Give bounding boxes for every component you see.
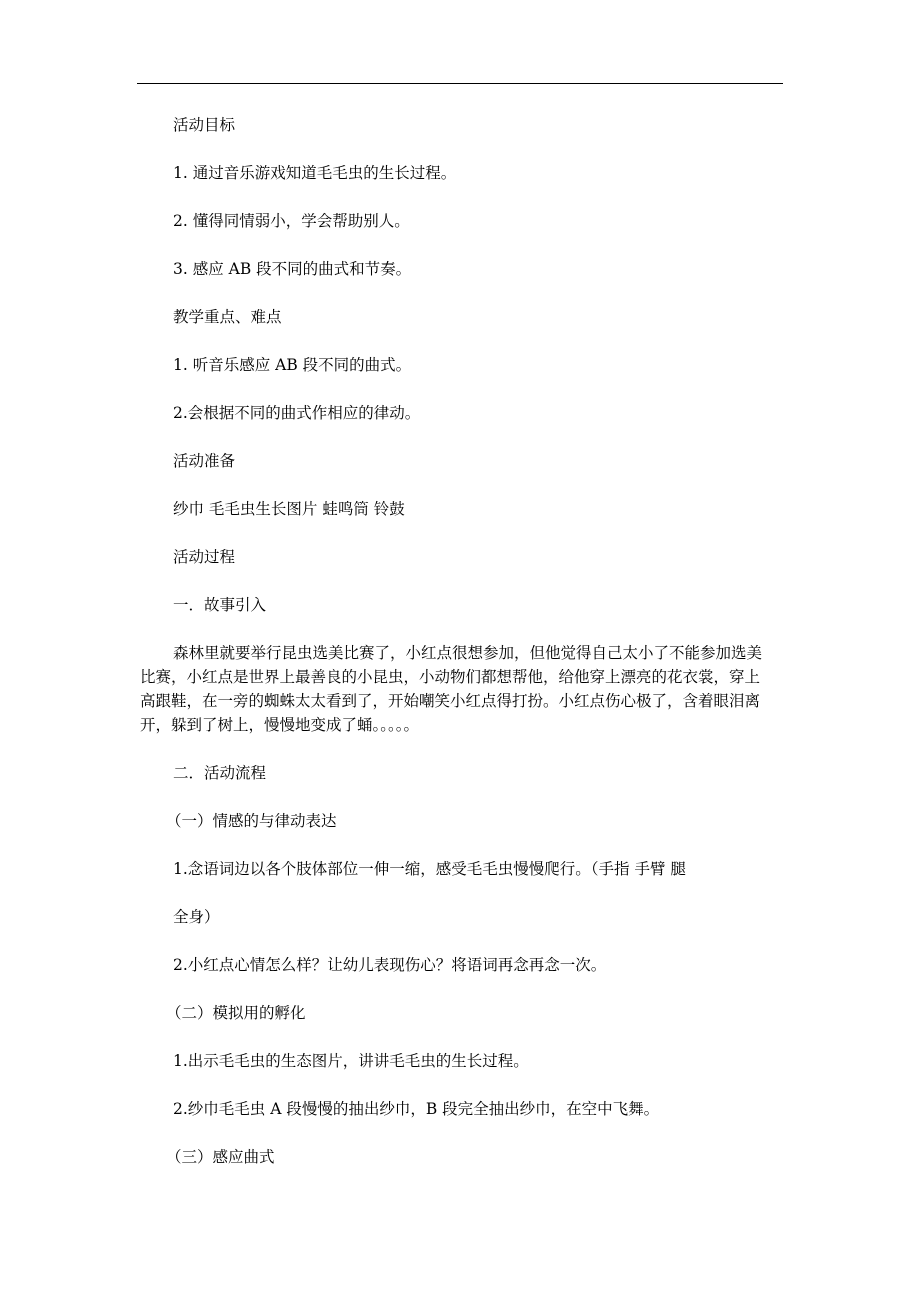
story-line-3: 高跟鞋，在一旁的蜘蛛太太看到了，开始嘲笑小红点得打扮。小红点伤心极了，含着眼泪离 [140, 692, 761, 710]
sub-section-two-title: （二）模拟用的孵化 [166, 1004, 306, 1022]
sub-one-item-1-line-1: 1.念语词边以各个肢体部位一伸一缩，感受毛毛虫慢慢爬行。（手指 手臂 腿 [173, 860, 686, 878]
heading-goals: 活动目标 [173, 116, 236, 134]
key-point-1: 1. 听音乐感应 AB 段不同的曲式。 [173, 356, 412, 374]
story-line-1: 森林里就要举行昆虫选美比赛了，小红点很想参加，但他觉得自己太小了不能参加选美 [173, 644, 763, 662]
header-rule [137, 83, 783, 84]
section-one-title: 一．故事引入 [173, 596, 267, 614]
story-line-4: 开，躲到了树上，慢慢地变成了蛹。。。。。 [140, 716, 420, 734]
sub-section-one-title: （一）情感的与律动表达 [166, 812, 337, 830]
heading-process: 活动过程 [173, 548, 236, 566]
key-point-2: 2.会根据不同的曲式作相应的律动。 [173, 404, 421, 422]
section-two-title: 二．活动流程 [173, 764, 267, 782]
goal-item-2: 2. 懂得同情弱小，学会帮助别人。 [173, 212, 410, 230]
goal-item-3: 3. 感应 AB 段不同的曲式和节奏。 [173, 260, 412, 278]
sub-section-three-title: （三）感应曲式 [166, 1148, 275, 1166]
story-line-2: 比赛，小红点是世界上最善良的小昆虫，小动物们都想帮他，给他穿上漂亮的花衣裳，穿上 [140, 668, 761, 686]
sub-two-item-1: 1.出示毛毛虫的生态图片，讲讲毛毛虫的生长过程。 [173, 1052, 529, 1070]
goal-item-1: 1. 通过音乐游戏知道毛毛虫的生长过程。 [173, 164, 457, 182]
preparation-materials: 纱巾 毛毛虫生长图片 蛙鸣筒 铃鼓 [173, 500, 405, 518]
heading-key-points: 教学重点、难点 [173, 308, 282, 326]
sub-one-item-1-line-2: 全身） [173, 908, 220, 926]
heading-preparation: 活动准备 [173, 452, 236, 470]
sub-one-item-2: 2.小红点心情怎么样？让幼儿表现伤心？将语词再念再念一次。 [173, 956, 607, 974]
sub-two-item-2: 2.纱巾毛毛虫 A 段慢慢的抽出纱巾，B 段完全抽出纱巾，在空中飞舞。 [173, 1100, 660, 1118]
